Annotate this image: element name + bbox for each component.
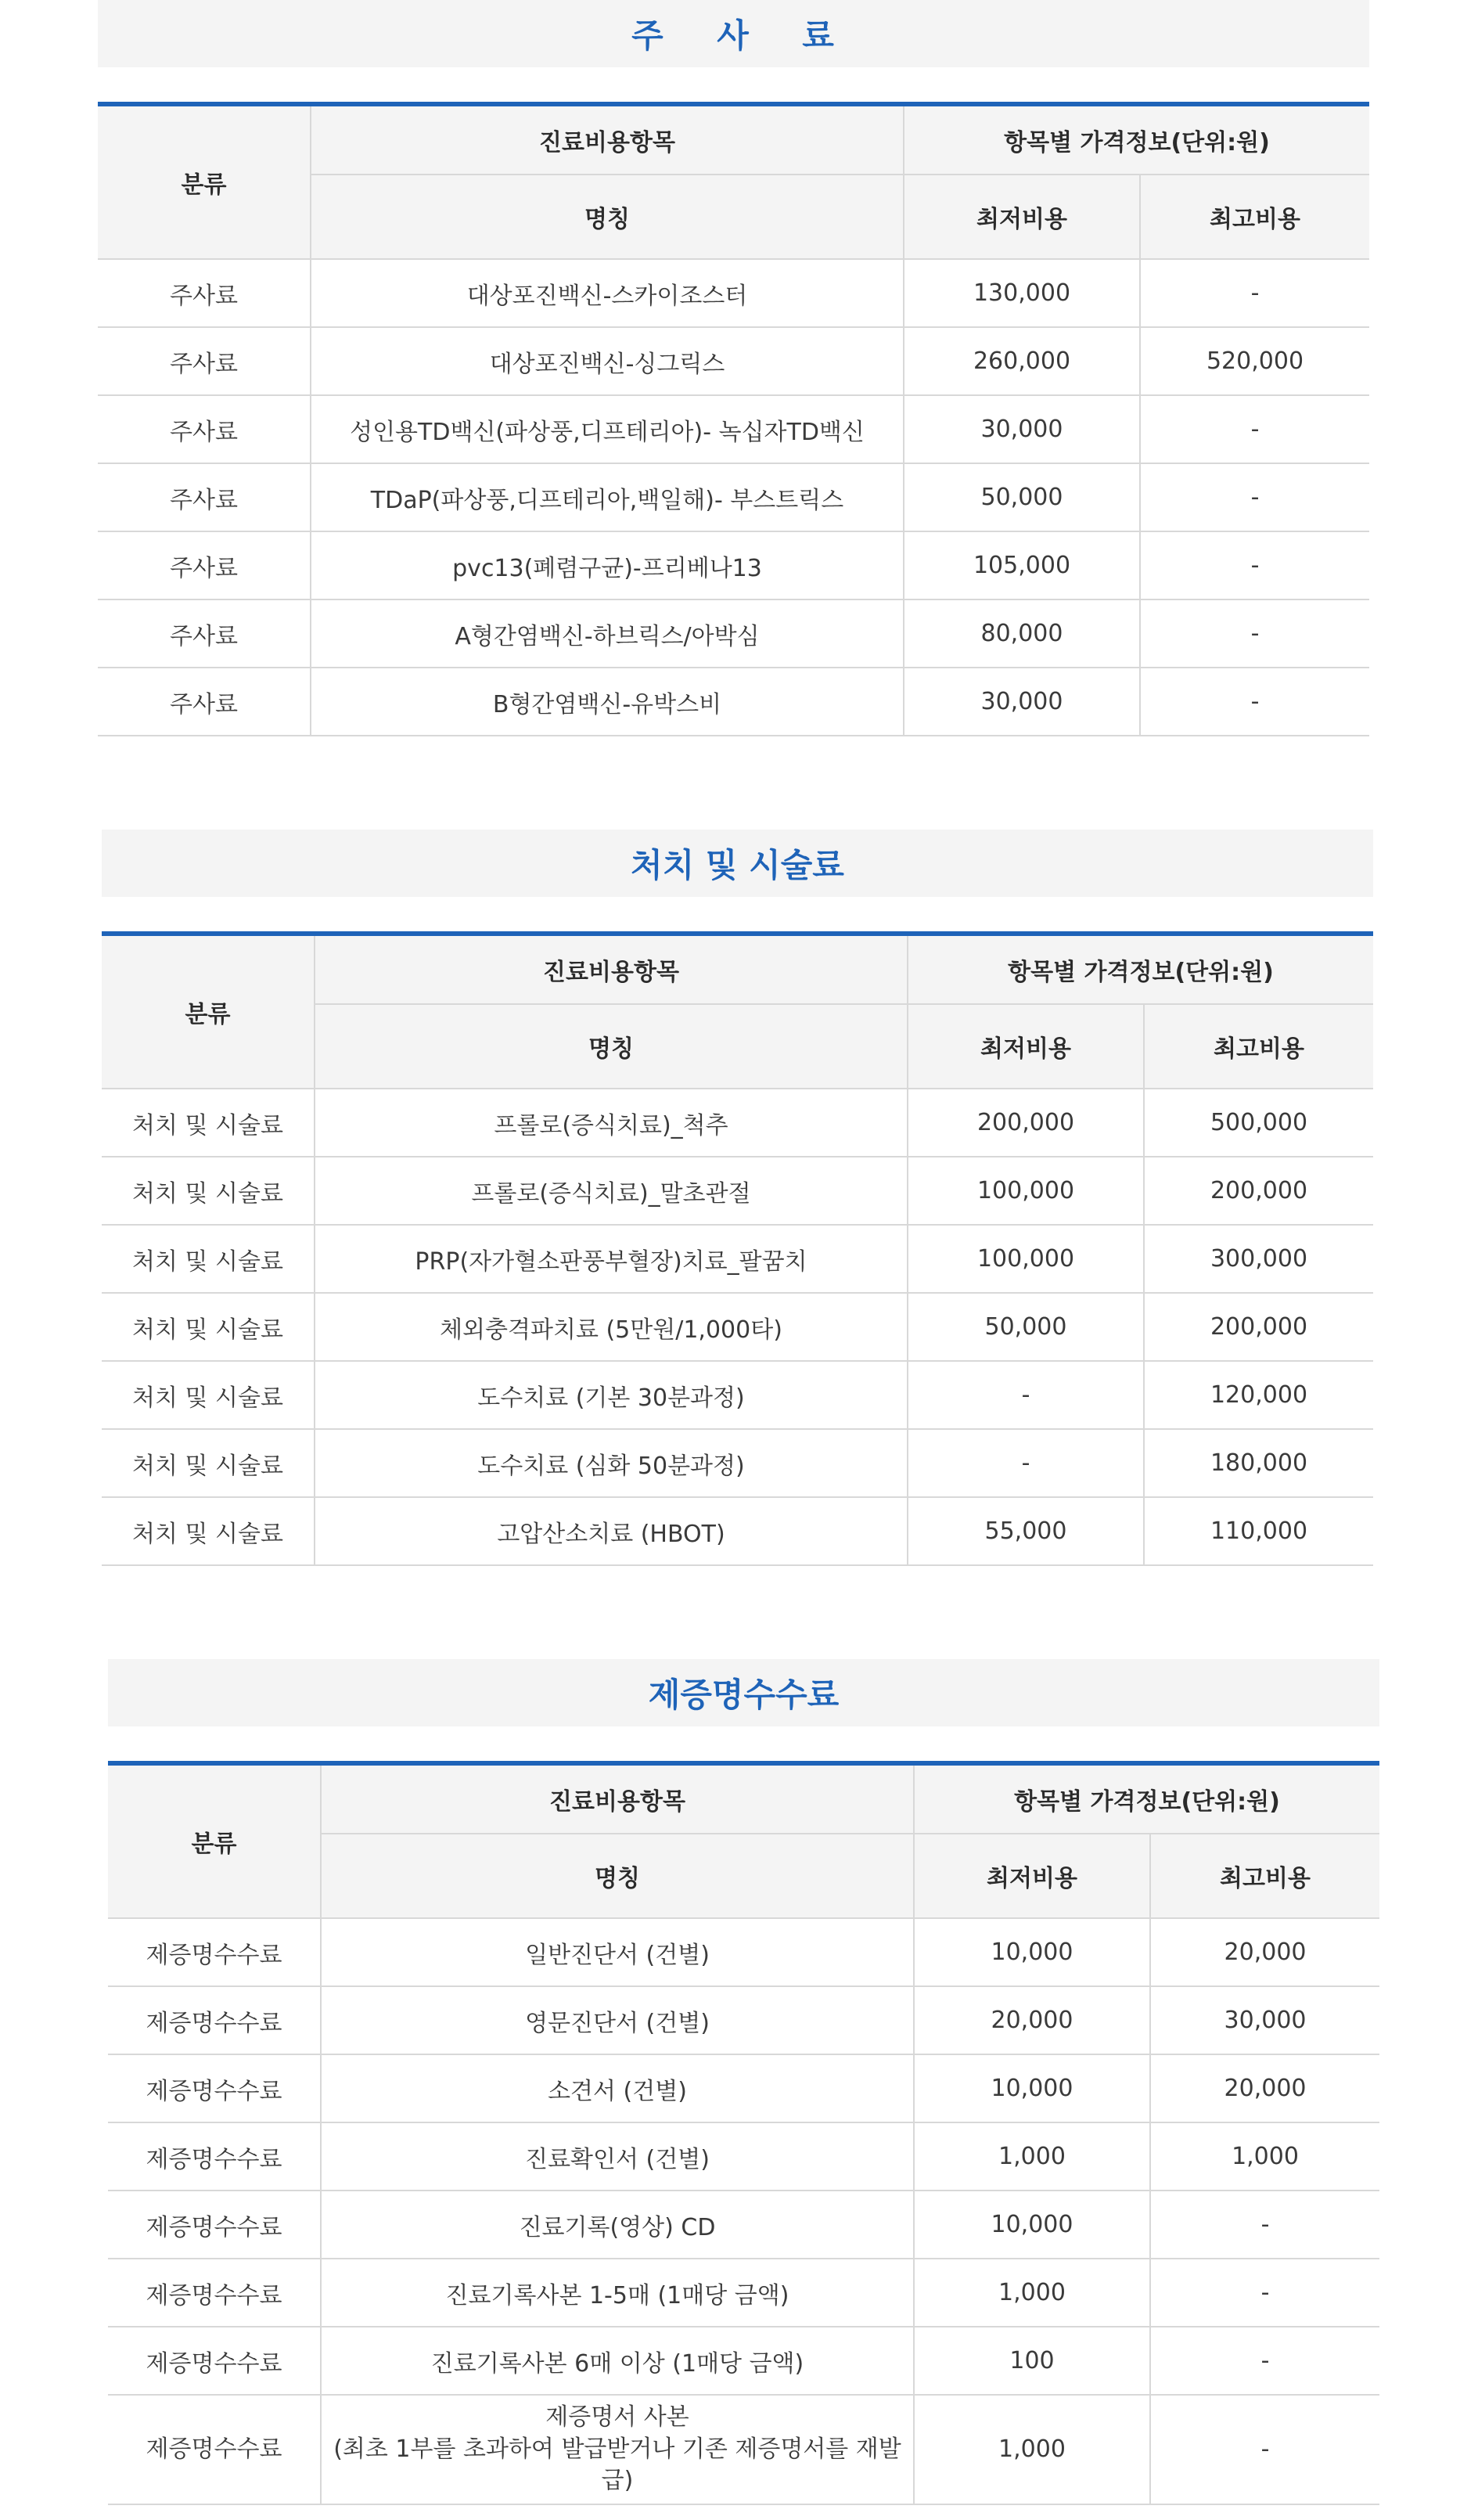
row-max: 20,000 <box>1150 1918 1379 1986</box>
header-category: 분류 <box>108 1763 321 1918</box>
row-name: 고압산소치료 (HBOT) <box>315 1497 908 1565</box>
table-row <box>98 531 1369 599</box>
header-min: 최저비용 <box>904 175 1140 259</box>
table-row <box>102 1225 1373 1293</box>
row-min: 10,000 <box>914 2191 1150 2259</box>
row-name: 대상포진백신-스카이조스터 <box>311 259 904 327</box>
header-name: 명칭 <box>315 1004 908 1089</box>
row-category: 제증명수수료 <box>108 1918 321 1986</box>
section-certificates <box>108 1659 1379 2505</box>
row-category: 제증명수수료 <box>108 2327 321 2395</box>
row-category: 주사료 <box>98 531 311 599</box>
row-category: 주사료 <box>98 327 311 395</box>
section-procedures <box>102 830 1373 1566</box>
table-row <box>98 327 1369 395</box>
table-row <box>98 668 1369 736</box>
row-min: 30,000 <box>904 395 1140 463</box>
table-row <box>98 395 1369 463</box>
row-min: 1,000 <box>914 2122 1150 2191</box>
row-name: 진료기록사본 6매 이상 (1매당 금액) <box>321 2327 914 2395</box>
header-max: 최고비용 <box>1140 175 1369 259</box>
row-name: 대상포진백신-싱그릭스 <box>311 327 904 395</box>
table-row <box>102 1157 1373 1225</box>
row-name: 도수치료 (심화 50분과정) <box>315 1429 908 1497</box>
row-min: 100,000 <box>908 1157 1144 1225</box>
row-name: 영문진단서 (건별) <box>321 1986 914 2054</box>
row-max: 180,000 <box>1144 1429 1373 1497</box>
row-category: 제증명수수료 <box>108 2122 321 2191</box>
row-category: 제증명수수료 <box>108 1986 321 2054</box>
table-row <box>108 2122 1379 2191</box>
row-max: 120,000 <box>1144 1361 1373 1429</box>
header-item-group: 진료비용항목 <box>311 104 904 175</box>
row-name: B형간염백신-유박스비 <box>311 668 904 736</box>
table-row <box>108 2259 1379 2327</box>
row-min: 55,000 <box>908 1497 1144 1565</box>
row-name: 소견서 (건별) <box>321 2054 914 2122</box>
header-max: 최고비용 <box>1144 1004 1373 1089</box>
row-min: 10,000 <box>914 2054 1150 2122</box>
row-max: 20,000 <box>1150 2054 1379 2122</box>
row-name: TDaP(파상풍,디프테리아,백일해)- 부스트릭스 <box>311 463 904 531</box>
row-name: 체외충격파치료 (5만원/1,000타) <box>315 1293 908 1361</box>
row-min: 1,000 <box>914 2395 1150 2504</box>
table-row <box>102 1361 1373 1429</box>
row-name: 진료기록사본 1-5매 (1매당 금액) <box>321 2259 914 2327</box>
table-row <box>108 1986 1379 2054</box>
row-min: 10,000 <box>914 1918 1150 1986</box>
table-row <box>108 2395 1379 2504</box>
row-name: 진료확인서 (건별) <box>321 2122 914 2191</box>
row-category: 처치 및 시술료 <box>102 1225 315 1293</box>
row-max: 110,000 <box>1144 1497 1373 1565</box>
header-name: 명칭 <box>311 175 904 259</box>
row-category: 주사료 <box>98 395 311 463</box>
row-category: 처치 및 시술료 <box>102 1361 315 1429</box>
row-max: 30,000 <box>1150 1986 1379 2054</box>
row-category: 제증명수수료 <box>108 2259 321 2327</box>
header-price-group: 항목별 가격정보(단위:원) <box>914 1763 1379 1834</box>
table-row <box>102 1089 1373 1157</box>
header-min: 최저비용 <box>908 1004 1144 1089</box>
row-name-line1: 제증명서 사본 <box>545 2403 689 2432</box>
row-min: 100,000 <box>908 1225 1144 1293</box>
row-category: 처치 및 시술료 <box>102 1293 315 1361</box>
row-name-line2: (최초 1부를 초과하여 발급받거나 기존 제증명서를 재발급) <box>333 2435 901 2495</box>
row-min: 200,000 <box>908 1089 1144 1157</box>
row-name: 프롤로(증식치료)_척추 <box>315 1089 908 1157</box>
price-table <box>98 102 1369 736</box>
row-category: 주사료 <box>98 463 311 531</box>
row-name: 성인용TD백신(파상풍,디프테리아)- 녹십자TD백신 <box>311 395 904 463</box>
row-max: - <box>1140 668 1369 736</box>
row-min: - <box>908 1429 1144 1497</box>
row-max: - <box>1150 2259 1379 2327</box>
row-max: - <box>1150 2191 1379 2259</box>
row-name: PRP(자가혈소판풍부혈장)치료_팔꿈치 <box>315 1225 908 1293</box>
row-category: 제증명수수료 <box>108 2191 321 2259</box>
row-min: - <box>908 1361 1144 1429</box>
header-category: 분류 <box>98 104 311 259</box>
header-name: 명칭 <box>321 1834 914 1918</box>
table-row <box>108 2191 1379 2259</box>
row-max: 200,000 <box>1144 1157 1373 1225</box>
row-min: 260,000 <box>904 327 1140 395</box>
price-table <box>108 1761 1379 2505</box>
row-category: 처치 및 시술료 <box>102 1497 315 1565</box>
row-name <box>321 2395 914 2504</box>
table-row <box>102 1497 1373 1565</box>
row-min: 100 <box>914 2327 1150 2395</box>
header-price-group: 항목별 가격정보(단위:원) <box>904 104 1369 175</box>
row-max: - <box>1150 2327 1379 2395</box>
row-min: 20,000 <box>914 1986 1150 2054</box>
row-max: - <box>1140 463 1369 531</box>
row-name: 프롤로(증식치료)_말초관절 <box>315 1157 908 1225</box>
row-max: 200,000 <box>1144 1293 1373 1361</box>
row-min: 50,000 <box>904 463 1140 531</box>
row-max: - <box>1140 599 1369 668</box>
row-min: 130,000 <box>904 259 1140 327</box>
row-category: 처치 및 시술료 <box>102 1429 315 1497</box>
row-name: 도수치료 (기본 30분과정) <box>315 1361 908 1429</box>
header-category: 분류 <box>102 934 315 1089</box>
table-row <box>108 2054 1379 2122</box>
header-item-group: 진료비용항목 <box>315 934 908 1004</box>
section-title: 처치 및 시술료 <box>102 830 1373 897</box>
table-row <box>102 1429 1373 1497</box>
table-row <box>102 1293 1373 1361</box>
row-name: pvc13(폐렴구균)-프리베나13 <box>311 531 904 599</box>
row-min: 30,000 <box>904 668 1140 736</box>
row-min: 105,000 <box>904 531 1140 599</box>
row-category: 주사료 <box>98 599 311 668</box>
row-category: 제증명수수료 <box>108 2395 321 2504</box>
row-max: - <box>1140 531 1369 599</box>
header-min: 최저비용 <box>914 1834 1150 1918</box>
row-max: - <box>1140 259 1369 327</box>
row-max: 520,000 <box>1140 327 1369 395</box>
table-row <box>108 2327 1379 2395</box>
table-row <box>98 463 1369 531</box>
row-name: 일반진단서 (건별) <box>321 1918 914 1986</box>
row-category: 처치 및 시술료 <box>102 1089 315 1157</box>
header-item-group: 진료비용항목 <box>321 1763 914 1834</box>
row-min: 50,000 <box>908 1293 1144 1361</box>
row-max: - <box>1140 395 1369 463</box>
row-name: 진료기록(영상) CD <box>321 2191 914 2259</box>
row-max: 500,000 <box>1144 1089 1373 1157</box>
header-price-group: 항목별 가격정보(단위:원) <box>908 934 1373 1004</box>
section-title: 제증명수수료 <box>108 1659 1379 1726</box>
table-row <box>108 1918 1379 1986</box>
row-max: - <box>1150 2395 1379 2504</box>
table-row <box>98 259 1369 327</box>
header-max: 최고비용 <box>1150 1834 1379 1918</box>
row-min: 1,000 <box>914 2259 1150 2327</box>
table-row <box>98 599 1369 668</box>
section-injection <box>98 0 1369 736</box>
row-name: A형간염백신-하브릭스/아박심 <box>311 599 904 668</box>
section-title: 주 사 료 <box>98 0 1369 67</box>
price-table <box>102 931 1373 1566</box>
row-max: 1,000 <box>1150 2122 1379 2191</box>
row-category: 제증명수수료 <box>108 2054 321 2122</box>
row-category: 주사료 <box>98 668 311 736</box>
row-min: 80,000 <box>904 599 1140 668</box>
row-max: 300,000 <box>1144 1225 1373 1293</box>
row-category: 처치 및 시술료 <box>102 1157 315 1225</box>
row-category: 주사료 <box>98 259 311 327</box>
